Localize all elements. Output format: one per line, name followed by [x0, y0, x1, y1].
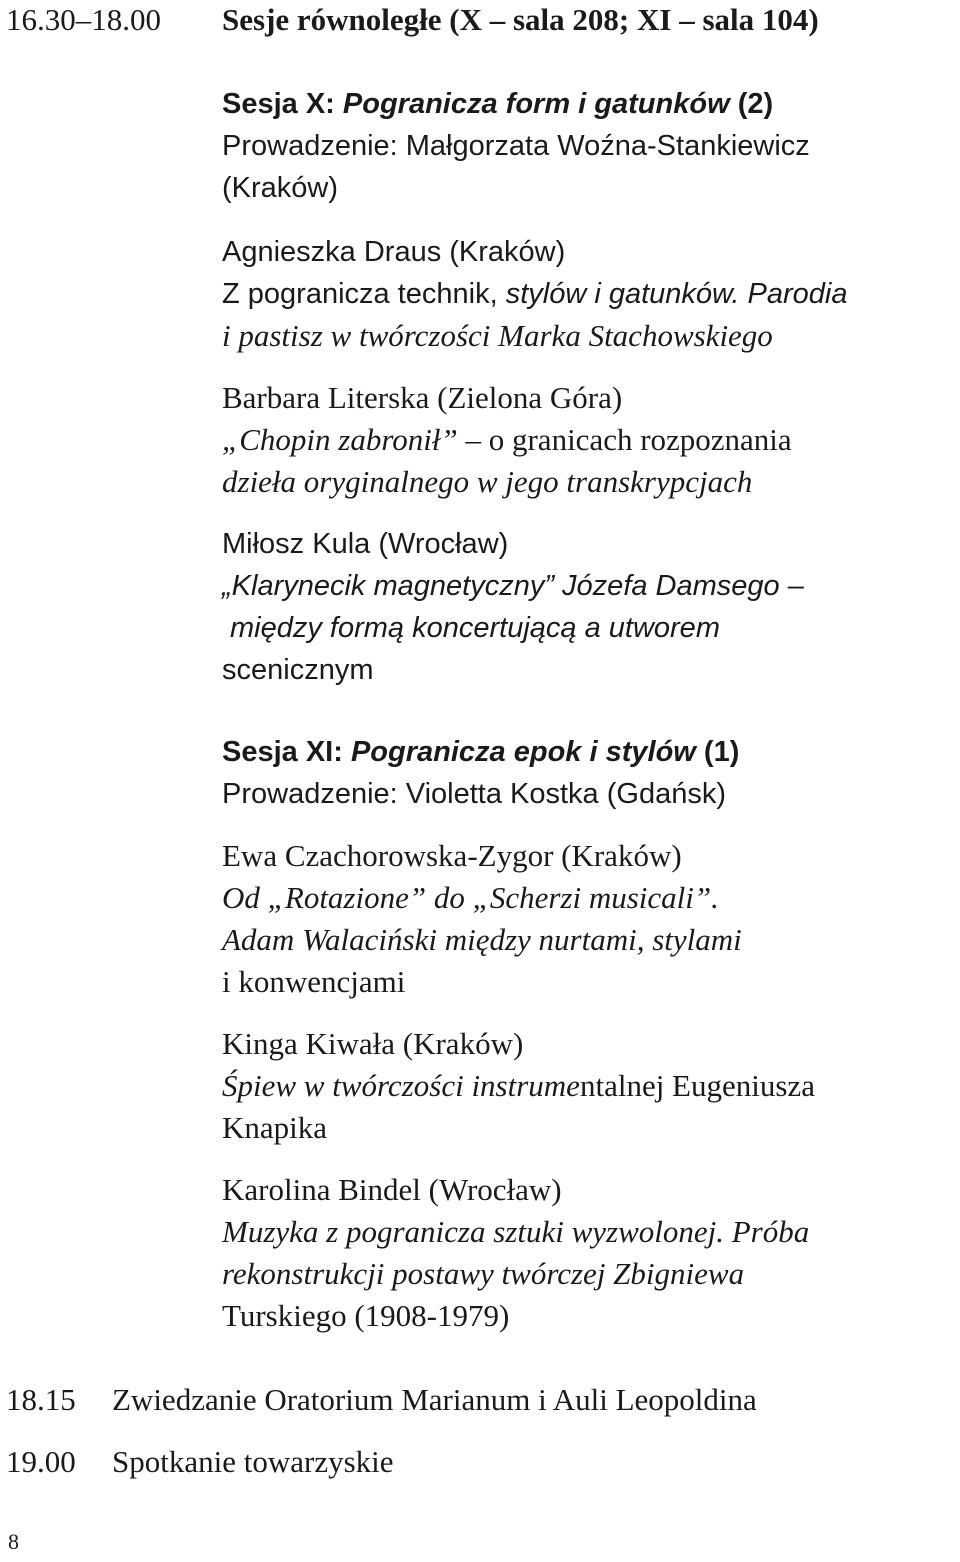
- event-time-visit: 18.15: [6, 1382, 76, 1417]
- session-xi-label: Sesja XI:: [222, 736, 343, 768]
- session-time: 16.30–18.00: [6, 2, 161, 37]
- talk-title-kula-line3: scenicznym: [222, 654, 374, 686]
- session-x-title: [222, 84, 773, 124]
- talk-title-czachorowska-line3: i konwencjami: [222, 964, 406, 999]
- talk-title-bindel-line1: Muzyka z pogranicza sztuki wyzwolonej. Próba: [222, 1214, 810, 1249]
- talk-title-draus-line2: i pastisz w twórczości Marka Stachowskiego: [222, 318, 773, 353]
- speaker-bindel: Karolina Bindel (Wrocław): [222, 1172, 562, 1207]
- speaker-kula: Miłosz Kula (Wrocław): [222, 528, 509, 560]
- parallel-sessions-heading: Sesje równoległe (X – sala 208; XI – sala 104): [222, 2, 819, 37]
- talk-title-czachorowska-line2: Adam Walaciński między nurtami, stylami: [222, 922, 742, 957]
- session-xi-title: [222, 732, 739, 772]
- session-x-name: Pogranicza form i gatunków: [342, 88, 730, 120]
- session-x-moderator: Prowadzenie: Małgorzata Woźna-Stankiewicz: [222, 130, 810, 162]
- speaker-draus: Agnieszka Draus (Kraków): [222, 236, 566, 268]
- talk-title-czachorowska-line1: Od „Rotazione” do „Scherzi musicali”.: [222, 880, 719, 915]
- talk-title-kiwala-line2: Knapika: [222, 1110, 328, 1145]
- talk-title-literska-line1: „Chopin zabronił” – o granicach rozpoznania: [222, 422, 792, 457]
- session-x-moderator-city: (Kraków): [222, 172, 339, 204]
- session-xi-name: Pogranicza epok i stylów: [350, 736, 696, 768]
- event-time-meeting: 19.00: [6, 1444, 76, 1479]
- speaker-literska: Barbara Literska (Zielona Góra): [222, 380, 623, 415]
- session-xi-part: (1): [703, 736, 740, 768]
- speaker-czachorowska: Ewa Czachorowska-Zygor (Kraków): [222, 838, 682, 873]
- session-x-part: (2): [737, 88, 774, 120]
- speaker-kiwala: Kinga Kiwała (Kraków): [222, 1026, 524, 1061]
- talk-title-kula-line2: między formą koncertującą a utworem: [230, 612, 720, 644]
- talk-title-kiwala-line1: Śpiew w twórczości instrumentalnej Eugeniusza: [222, 1068, 815, 1103]
- talk-title-bindel-line2: rekonstrukcji postawy twórczej Zbigniewa: [222, 1256, 745, 1291]
- session-x-label: Sesja X:: [222, 88, 335, 120]
- event-label-meeting: Spotkanie towarzyskie: [112, 1444, 394, 1479]
- session-xi-moderator: Prowadzenie: Violetta Kostka (Gdańsk): [222, 778, 727, 810]
- event-label-visit: Zwiedzanie Oratorium Marianum i Auli Leopoldina: [112, 1382, 757, 1417]
- page-number: 8: [8, 1529, 19, 1554]
- talk-title-draus-line1: Z pogranicza technik, stylów i gatunków. Parodia: [222, 278, 848, 310]
- talk-title-bindel-line3: Turskiego (1908-1979): [222, 1298, 510, 1333]
- talk-title-kula-line1: „Klarynecik magnetyczny” Józefa Damsego –: [222, 570, 804, 602]
- talk-title-literska-line2: dzieła oryginalnego w jego transkrypcjach: [222, 464, 753, 499]
